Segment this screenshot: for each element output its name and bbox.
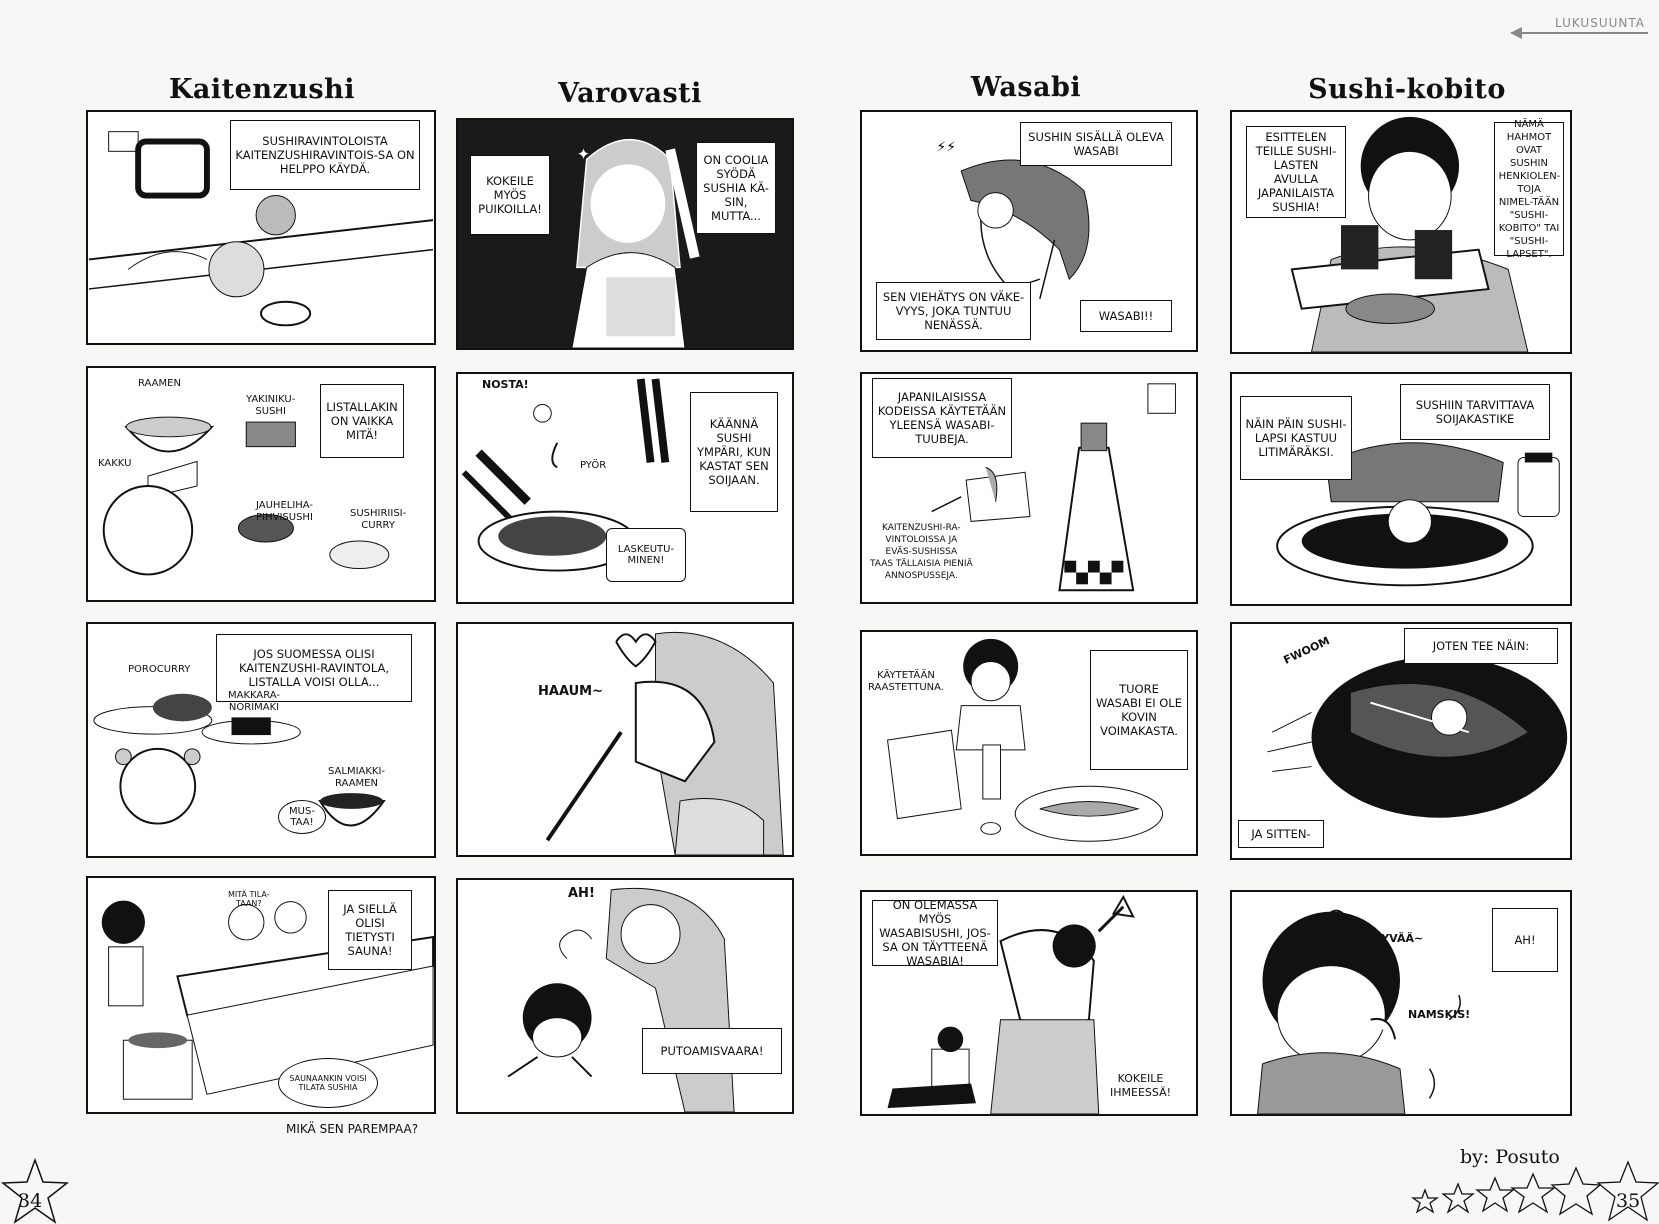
strip-title-kaitenzushi: Kaitenzushi [168, 74, 356, 105]
reading-direction-arrow-icon [1510, 26, 1650, 40]
bubble-musta: MUS- TAA! [278, 800, 326, 834]
panel-kaitenzushi-3 [86, 622, 436, 858]
sfx-nosta: NOSTA! [482, 378, 529, 391]
label-portion-packets: KAITENZUSHI-RA- VINTOLOISSA JA EVÄS-SUSHISSA TAAS TÄLLAISIA PIENIÄ ANNOSPUSSEJA. [870, 523, 973, 581]
speech-box-intro: SUSHIRAVINTOLOISTA KAITENZUSHIRAVINTOIS-SA ON HELPPO KÄYDÄ. [230, 120, 420, 190]
speech-box-do-this: JOTEN TEE NÄIN: [1404, 628, 1558, 664]
panel-varovasti-3 [456, 622, 794, 857]
speech-box-finland: JOS SUOMESSA OLISI KAITENZUSHI-RAVINTOLA, LISTALLA VOISI OLLA... [216, 634, 412, 702]
speech-box-fresh-wasabi: TUORE WASABI EI OLE KOVIN VOIMAKASTA. [1090, 650, 1188, 770]
speech-box-cool: ON COOLIA SYÖDÄ SUSHIA KÄ-SIN, MUTTA... [696, 142, 776, 234]
speech-box-characters: NÄMÄ HAHMOT OVAT SUSHIN HENKIOLEN-TOJA NIMEL-TÄÄN "SUSHI-KOBITO" TAI "SUSHI-LAPSET". [1494, 122, 1564, 256]
page-number-right: 35 [1616, 1190, 1641, 1212]
label-jauheliha: JAUHELIHA- PIHVISUSHI [256, 500, 314, 523]
speech-box-charm: SEN VIEHÄTYS ON VÄKE-VYYS, JOKA TUNTUU NENÄSSÄ. [876, 282, 1031, 340]
speech-box-wasabisushi: ON OLEMASSA MYÖS WASABISUSHI, JOS-SA ON TÄYTTEENÄ WASABIA! [872, 900, 998, 966]
sfx-hyvaa: HYVÄÄ~ [1372, 932, 1424, 945]
label-salmiakki: SALMIAKKI- RAAMEN [328, 766, 386, 789]
sfx-namskis: NAMSKIS! [1408, 1008, 1471, 1021]
panel-sushikobito-2 [1230, 372, 1572, 606]
speech-box-falling: PUTOAMISVAARA! [642, 1028, 782, 1074]
label-mita-tilataan: MITÄ TILA- TAAN? [228, 890, 270, 908]
panel-sushikobito-3 [1230, 622, 1572, 860]
speech-box-introduce: ESITTELEN TEILLE SUSHI-LASTEN AVULLA JAPANILAISTA SUSHIA! [1246, 126, 1346, 218]
panel-varovasti-2 [456, 372, 794, 604]
bubble-saunaan: SAUNAANKIN VOISI TILATA SUSHIA [278, 1058, 378, 1108]
sfx-fwoom: FWOOM [1281, 634, 1332, 667]
speech-box-sauna: JA SIELLÄ OLISI TIETYSTI SAUNA! [328, 890, 412, 970]
bubble-laskeutuminen: LASKEUTU- MINEN! [606, 528, 686, 582]
label-kakku: KAKKU [98, 458, 132, 469]
panel-wasabi-4 [860, 890, 1198, 1116]
label-pyor: PYÖR [580, 460, 607, 471]
girl-eating-art [458, 624, 792, 855]
label-porocurry: POROCURRY [128, 664, 191, 675]
caption-mika-sen-parempaa: MIKÄ SEN PAREMPAA? [286, 1122, 419, 1136]
panel-wasabi-2 [860, 372, 1198, 604]
panel-sushikobito-4 [1230, 890, 1572, 1116]
label-grated: KÄYTETÄÄN RAASTETTUNA. [868, 670, 944, 693]
label-yakiniku: YAKINIKU- SUSHI [246, 394, 296, 417]
panel-wasabi-1 [860, 110, 1198, 352]
panel-kaitenzushi-1 [86, 110, 436, 345]
strip-title-wasabi: Wasabi [970, 72, 1082, 103]
strip-title-sushi-kobito: Sushi-kobito [1308, 74, 1506, 105]
sfx-haaum: HAAUM~ [538, 684, 603, 699]
panel-varovasti-4 [456, 878, 794, 1114]
label-curry: SUSHIRIISI- CURRY [350, 508, 407, 531]
panel-sushikobito-1 [1230, 110, 1572, 354]
strip-title-varovasti: Varovasti [558, 78, 702, 109]
byline: by: Posuto [1460, 1146, 1560, 1168]
panel-varovasti-1 [456, 118, 794, 350]
speech-box-turn-sushi: KÄÄNNÄ SUSHI YMPÄRI, KUN KASTAT SEN SOIJAAN. [690, 392, 778, 512]
speech-box-menu: LISTALLAKIN ON VAIKKA MITÄ! [320, 384, 404, 458]
svg-text:⚡⚡: ⚡⚡ [936, 139, 956, 156]
panel-kaitenzushi-4 [86, 876, 436, 1114]
speech-box-and-then: JA SITTEN- [1238, 820, 1324, 848]
reading-direction: LUKUSUUNTA [1555, 16, 1645, 30]
panel-kaitenzushi-2 [86, 366, 436, 602]
dropping-sushi-art [458, 880, 792, 1112]
sfx-ah: AH! [568, 886, 595, 901]
label-raamen: RAAMEN [138, 378, 181, 389]
label-makkara: MAKKARA- NORIMAKI [228, 690, 281, 713]
speech-box-tubes: JAPANILAISISSA KODEISSA KÄYTETÄÄN YLEENSÄ WASABI-TUUBEJA. [872, 378, 1012, 458]
speech-box-wasabi-inside: SUSHIN SISÄLLÄ OLEVA WASABI [1020, 122, 1172, 166]
label-kokeile-ihmeessa: KOKEILE IHMEESSÄ! [1110, 1072, 1172, 1099]
speech-box-ah: AH! [1492, 908, 1558, 972]
speech-box-chopsticks: KOKEILE MYÖS PUIKOILLA! [470, 155, 550, 235]
panel-wasabi-3 [860, 630, 1198, 856]
svg-text:✦: ✦ [576, 144, 591, 164]
label-box-wasabi: WASABI!! [1080, 300, 1172, 332]
speech-box-soaked: NÄIN PÄIN SUSHI-LAPSI KASTUU LITIMÄRÄKSI. [1240, 396, 1352, 480]
speech-box-soy-sauce: SUSHIIN TARVITTAVA SOIJAKASTIKE [1400, 384, 1550, 440]
page-number-left: 34 [18, 1190, 43, 1212]
